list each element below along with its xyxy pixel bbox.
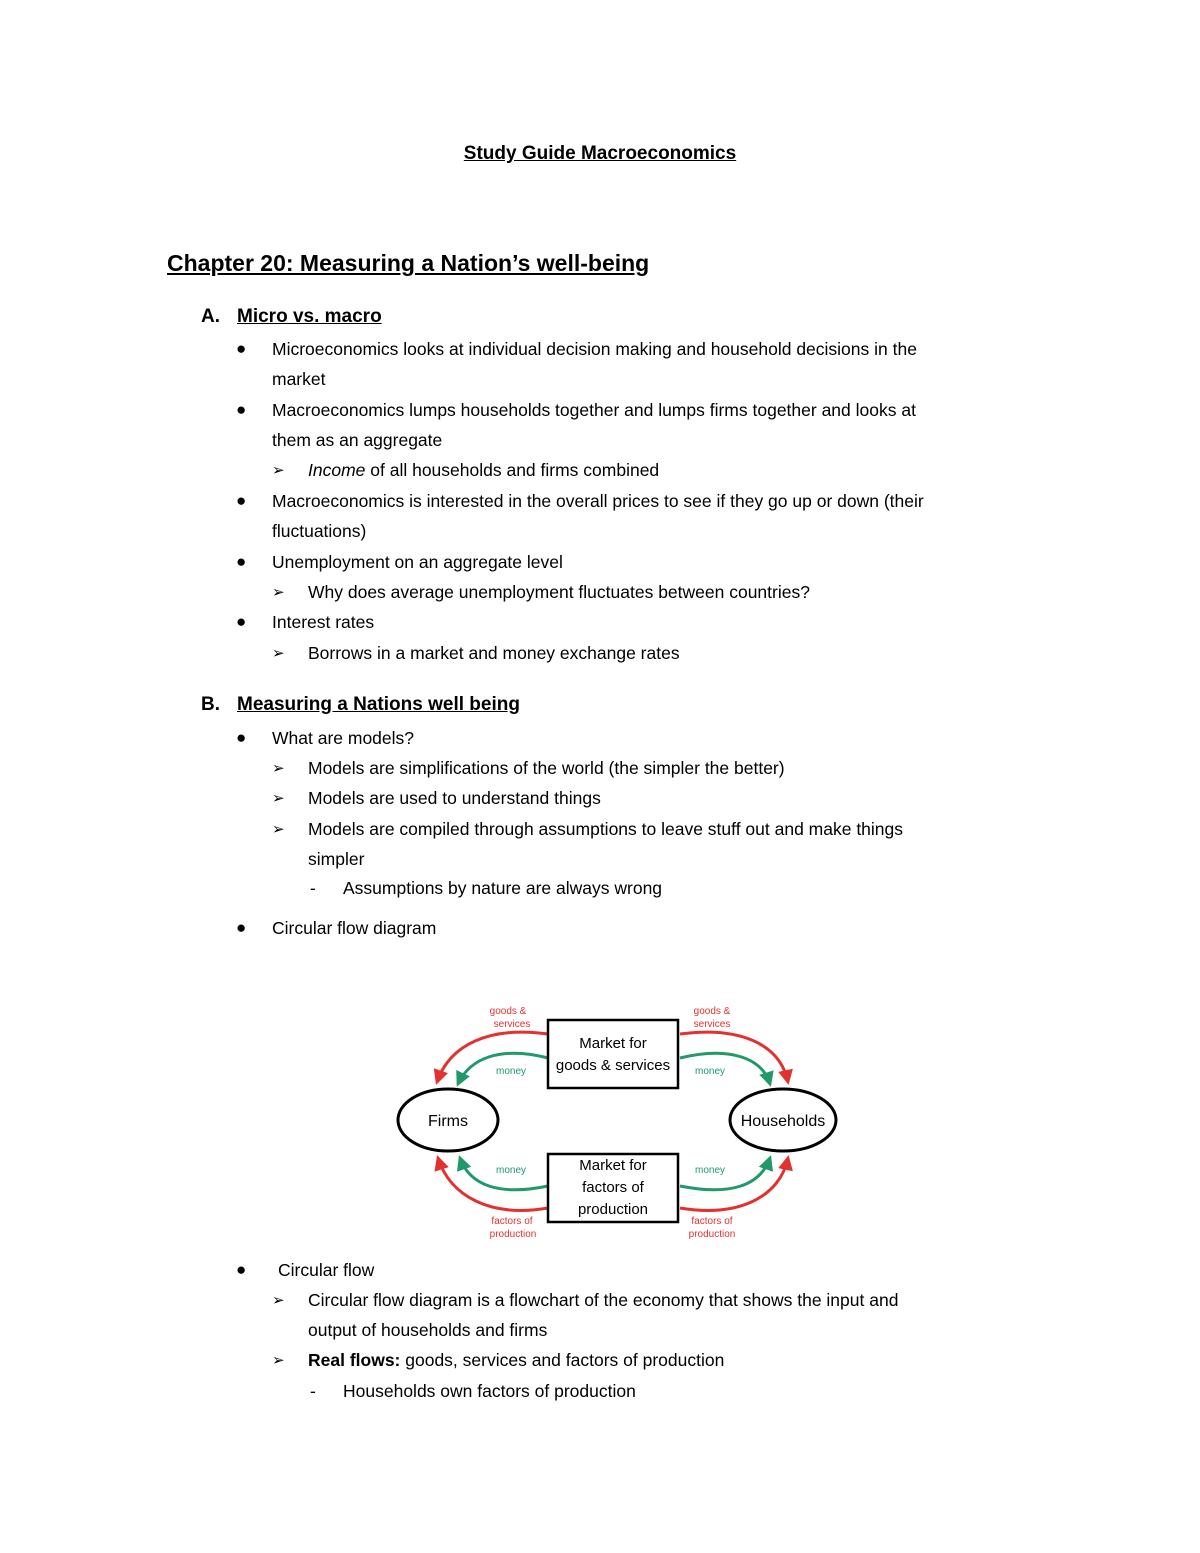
dash-icon: - [310,878,316,898]
b-bullet-3: Circular flow [278,1260,375,1280]
arrow-bullet-icon: ➢ [272,1292,285,1309]
bullet-icon: ● [236,339,247,358]
b-bullet-1-sub-3-line-2: simpler [308,849,365,869]
b-bullet-1-sub-1: Models are simplifications of the world (the simpler the better) [308,758,785,778]
goods-services-label-right-1: goods & [693,1006,731,1017]
a-bullet-1-line-1: Microeconomics looks at individual decision making and household decisions in the [272,339,917,359]
a-bullet-5-sub: Borrows in a market and money exchange rates [308,643,680,663]
factors-flow-bottom-left-arrow [438,1158,548,1210]
b-bullet-3-sub-1-line-2: output of households and firms [308,1320,548,1340]
b-bullet-1-dash: Assumptions by nature are always wrong [343,878,663,898]
factors-label-right-2: production [688,1229,736,1240]
goods-services-label-left-1: goods & [489,1006,527,1017]
goods-market-line-1: Market for [579,1035,647,1052]
a-bullet-2-sub [308,460,659,480]
bullet-icon: ● [236,918,247,937]
b-bullet-3-dash: Households own factors of production [343,1381,636,1401]
circular-flow-diagram [390,996,850,1246]
arrow-bullet-icon: ➢ [272,462,285,479]
a-bullet-3-line-2: fluctuations) [272,521,367,541]
b-bullet-1-sub-3-line-1: Models are compiled through assumptions to leave stuff out and make things [308,819,904,839]
arrow-bullet-icon: ➢ [272,1352,285,1369]
a-bullet-5: Interest rates [272,612,375,632]
factors-label-left-1: factors of [491,1216,533,1227]
money-label-bottom-left: money [495,1165,527,1176]
b-bullet-1-sub-2: Models are used to understand things [308,788,601,808]
section-b-letter: B. [201,694,220,715]
arrow-bullet-icon: ➢ [272,584,285,601]
a-bullet-4-sub: Why does average unemployment fluctuates between countries? [308,582,810,602]
a-bullet-3-line-1: Macroeconomics is interested in the overall prices to see if they go up or down (their [272,491,924,511]
households-label: Households [740,1113,826,1130]
money-label-top-right: money [694,1066,726,1077]
arrow-bullet-icon: ➢ [272,821,285,838]
a-bullet-1-line-2: market [272,369,326,389]
dash-icon: - [310,1381,316,1401]
factors-market-line-1: Market for [579,1157,647,1174]
section-a-title: Micro vs. macro [237,306,382,327]
a-bullet-4: Unemployment on an aggregate level [272,552,563,572]
factors-market-line-3: production [577,1201,649,1218]
italic-term: Income [308,460,366,480]
goods-market-line-2: goods & services [555,1057,671,1074]
b-bullet-1: What are models? [272,728,415,748]
goods-market-box [548,1020,678,1088]
b-bullet-3-sub-2 [308,1350,724,1370]
arrow-bullet-icon: ➢ [272,645,285,662]
factors-label-right-1: factors of [691,1216,733,1227]
b-bullet-2: Circular flow diagram [272,918,437,938]
bullet-icon: ● [236,491,247,510]
arrow-bullet-icon: ➢ [272,760,285,777]
bullet-icon: ● [236,1260,247,1279]
money-label-bottom-right: money [694,1165,726,1176]
bold-term: Real flows: [308,1350,401,1370]
section-a-letter: A. [201,306,220,327]
bullet-icon: ● [236,728,247,747]
bullet-icon: ● [236,612,247,631]
goods-services-label-right-2: services [693,1019,731,1030]
sub-text: goods, services and factors of production [400,1350,725,1370]
factors-label-left-2: production [489,1229,537,1240]
a-bullet-2-line-2: them as an aggregate [272,430,443,450]
factors-market-line-2: factors of [582,1179,644,1196]
b-bullet-3-sub-1-line-1: Circular flow diagram is a flowchart of the economy that shows the input and [308,1290,899,1310]
sub-text: of all households and firms combined [365,460,660,480]
bullet-icon: ● [236,400,247,419]
document-title: Study Guide Macroeconomics [463,143,737,164]
firms-label: Firms [428,1113,468,1130]
money-label-top-left: money [495,1066,527,1077]
bullet-icon: ● [236,552,247,571]
goods-services-label-left-2: services [493,1019,531,1030]
a-bullet-2-line-1: Macroeconomics lumps households together and lumps firms together and looks at [272,400,916,420]
section-b-title: Measuring a Nations well being [237,694,520,715]
arrow-bullet-icon: ➢ [272,790,285,807]
chapter-heading: Chapter 20: Measuring a Nation’s well-being [167,250,650,276]
